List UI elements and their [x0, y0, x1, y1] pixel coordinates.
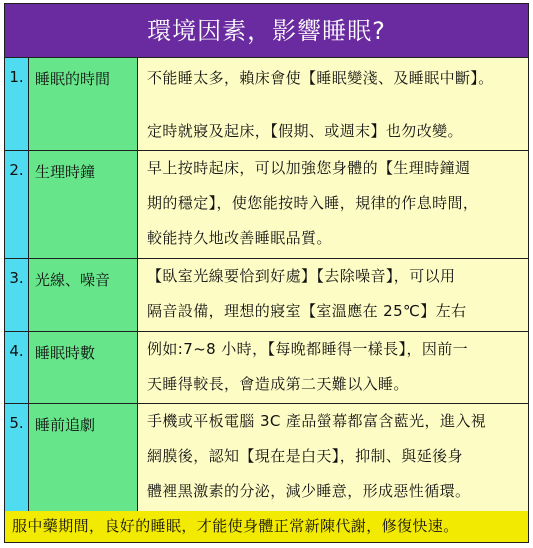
row-description [138, 259, 528, 331]
sleep-factors-table [4, 3, 529, 543]
table-row [5, 332, 528, 404]
description-line: 隔音設備，理想的寢室【室溫應在 25℃】左右 [147, 302, 467, 320]
description-line: 天睡得較長，會造成第二天難以入睡。 [147, 375, 409, 393]
row-number: 1. [5, 58, 29, 150]
row-description [138, 58, 528, 150]
row-label: 生理時鐘 [29, 151, 138, 258]
description-line: 網膜後，認知【現在是白天】，抑制、與延後身 [147, 447, 463, 465]
description-line: 早上按時起床，可以加強您身體的【生理時鐘週 [147, 159, 471, 177]
description-line: 【臥室光線要恰到好處】【去除噪音】，可以用 [147, 267, 456, 285]
description-line: 定時就寢及起床，【假期、或週末】也勿改變。 [147, 122, 463, 140]
description-line [147, 96, 520, 114]
row-label: 光線、噪音 [29, 259, 138, 331]
footer-note: 服中藥期間，良好的睡眠，才能使身體正常新陳代謝，修復快速。 [5, 511, 528, 542]
table-title: 環境因素，影響睡眠? [5, 4, 528, 58]
table-row [5, 58, 528, 151]
row-label: 睡前追劇 [29, 404, 138, 511]
row-number: 5. [5, 404, 29, 511]
table-row [5, 404, 528, 512]
row-label: 睡眠時數 [29, 332, 138, 403]
description-line: 例如:7~8 小時，【每晚都睡得一樣長】，因前一 [147, 340, 469, 358]
row-description [138, 332, 528, 403]
description-line: 不能睡太多，賴床會使【睡眠變淺、及睡眠中斷】。 [147, 69, 494, 87]
description-line: 體裡黑激素的分泌，減少睡意，形成惡性循環。 [147, 482, 471, 500]
row-number: 2. [5, 151, 29, 258]
row-label: 睡眠的時間 [29, 58, 138, 150]
description-line: 期的穩定】，使您能按時入睡，規律的作息時間， [147, 194, 479, 212]
description-line: 手機或平板電腦 3C 產品螢幕都富含藍光，進入視 [147, 412, 487, 430]
description-line: 較能持久地改善睡眠品質。 [147, 229, 332, 247]
row-number: 4. [5, 332, 29, 403]
row-description [138, 151, 528, 258]
table-row [5, 151, 528, 259]
row-description [138, 404, 528, 511]
table-row [5, 259, 528, 332]
row-number: 3. [5, 259, 29, 331]
